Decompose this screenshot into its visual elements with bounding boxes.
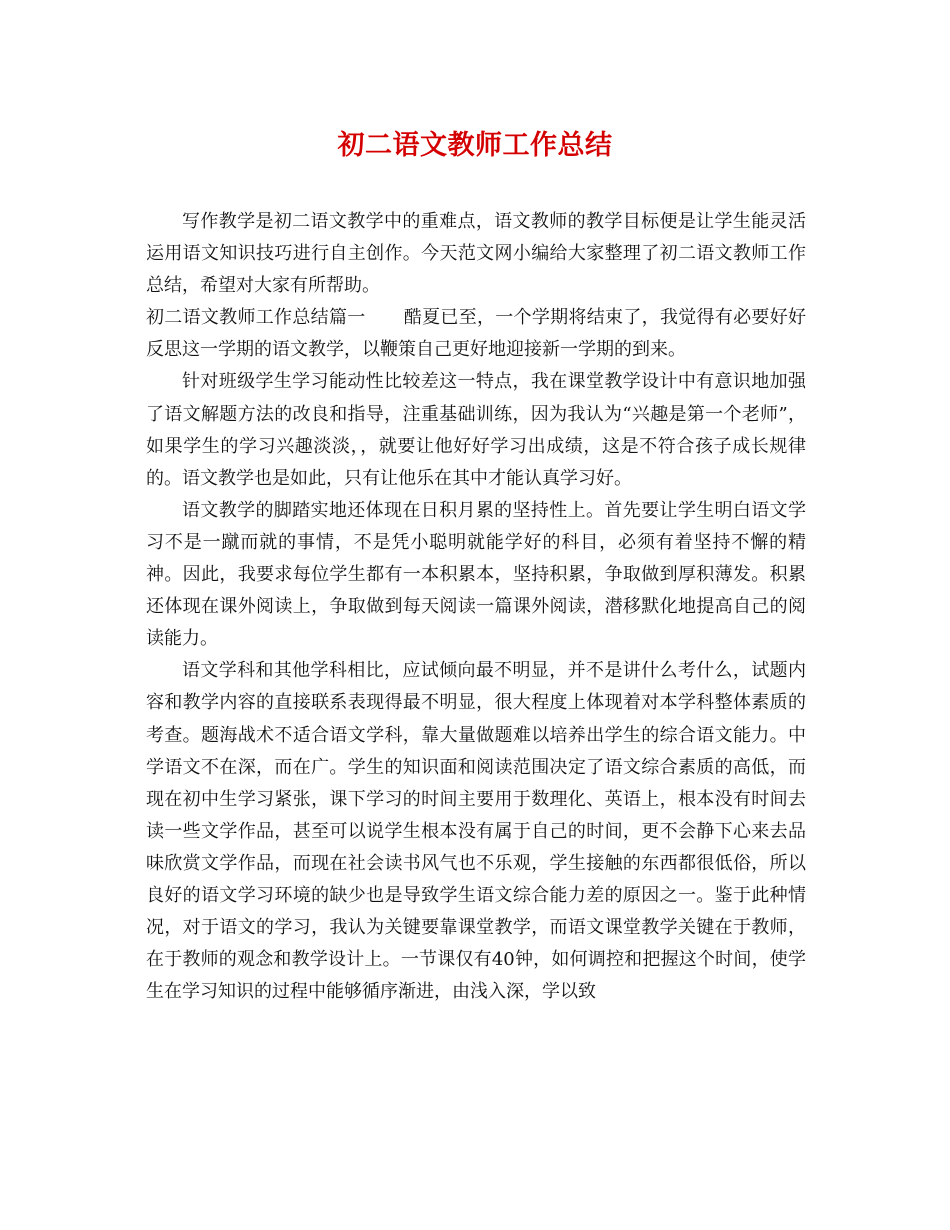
body-paragraph-2: 语文教学的脚踏实地还体现在日积月累的坚持性上。首先要让学生明白语文学习不是一蹴而就的事情，不是凭小聪明就能学好的科目，必须有着坚持不懈的精神。因此，我要求每位学生都有一本积累本，坚持积累，争取做到厚积薄发。积累还体现在课外阅读上，争取做到每天阅读一篇课外阅读，潜移默化地提高自己的阅读能力。 [146, 499, 806, 650]
intro-paragraph: 写作教学是初二语文教学中的重难点，语文教师的教学目标便是让学生能灵活运用语文知识技巧进行自主创作。今天范文网小编给大家整理了初二语文教师工作总结，希望对大家有所帮助。 [146, 211, 806, 297]
document-body [146, 206, 806, 1008]
document-title: 初二语文教师工作总结 [337, 130, 613, 161]
section-paragraph [146, 302, 806, 366]
section-heading: 初二语文教师工作总结篇一 [146, 307, 366, 329]
body-paragraph-1: 针对班级学生学习能动性比较差这一特点，我在课堂教学设计中有意识地加强了语文解题方法的改良和指导，注重基础训练，因为我认为“兴趣是第一个老师”，如果学生的学习兴趣淡淡，，就要让他好好学习出成绩，这是不符合孩子成长规律的。语文教学也是如此，只有让他乐在其中才能认真学习好。 [146, 371, 806, 489]
section-text: 酷夏已至，一个学期将结束了，我觉得有必要好好反思这一学期的语文教学，以鞭策自己更好地迎接新一学期的到来。 [146, 307, 806, 361]
body-paragraph-3: 语文学科和其他学科相比，应试倾向最不明显，并不是讲什么考什么，试题内容和教学内容的直接联系表现得最不明显，很大程度上体现着对本学科整体素质的考查。题海战术不适合语文学科，靠大量做题难以培养出学生的综合语文能力。中学语文不在深，而在广。学生的知识面和阅读范围决定了语文综合素质的高低，而现在初中生学习紧张，课下学习的时间主要用于数理化、英语上，根本没有时间去读一些文学作品，甚至可以说学生根本没有属于自己的时间，更不会静下心来去品味欣赏文学作品，而现在社会读书风气也不乐观，学生接触的东西都很低俗，所以良好的语文学习环境的缺少也是导致学生语文综合能力差的原因之一。鉴于此种情况，对于语文的学习，我认为关键要靠课堂教学，而语文课堂教学关键在于教师，在于教师的观念和教学设计上。一节课仅有40钟，如何调控和把握这个时间，使学生在学习知识的过程中能够循序渐进，由浅入深，学以致 [146, 660, 806, 1003]
